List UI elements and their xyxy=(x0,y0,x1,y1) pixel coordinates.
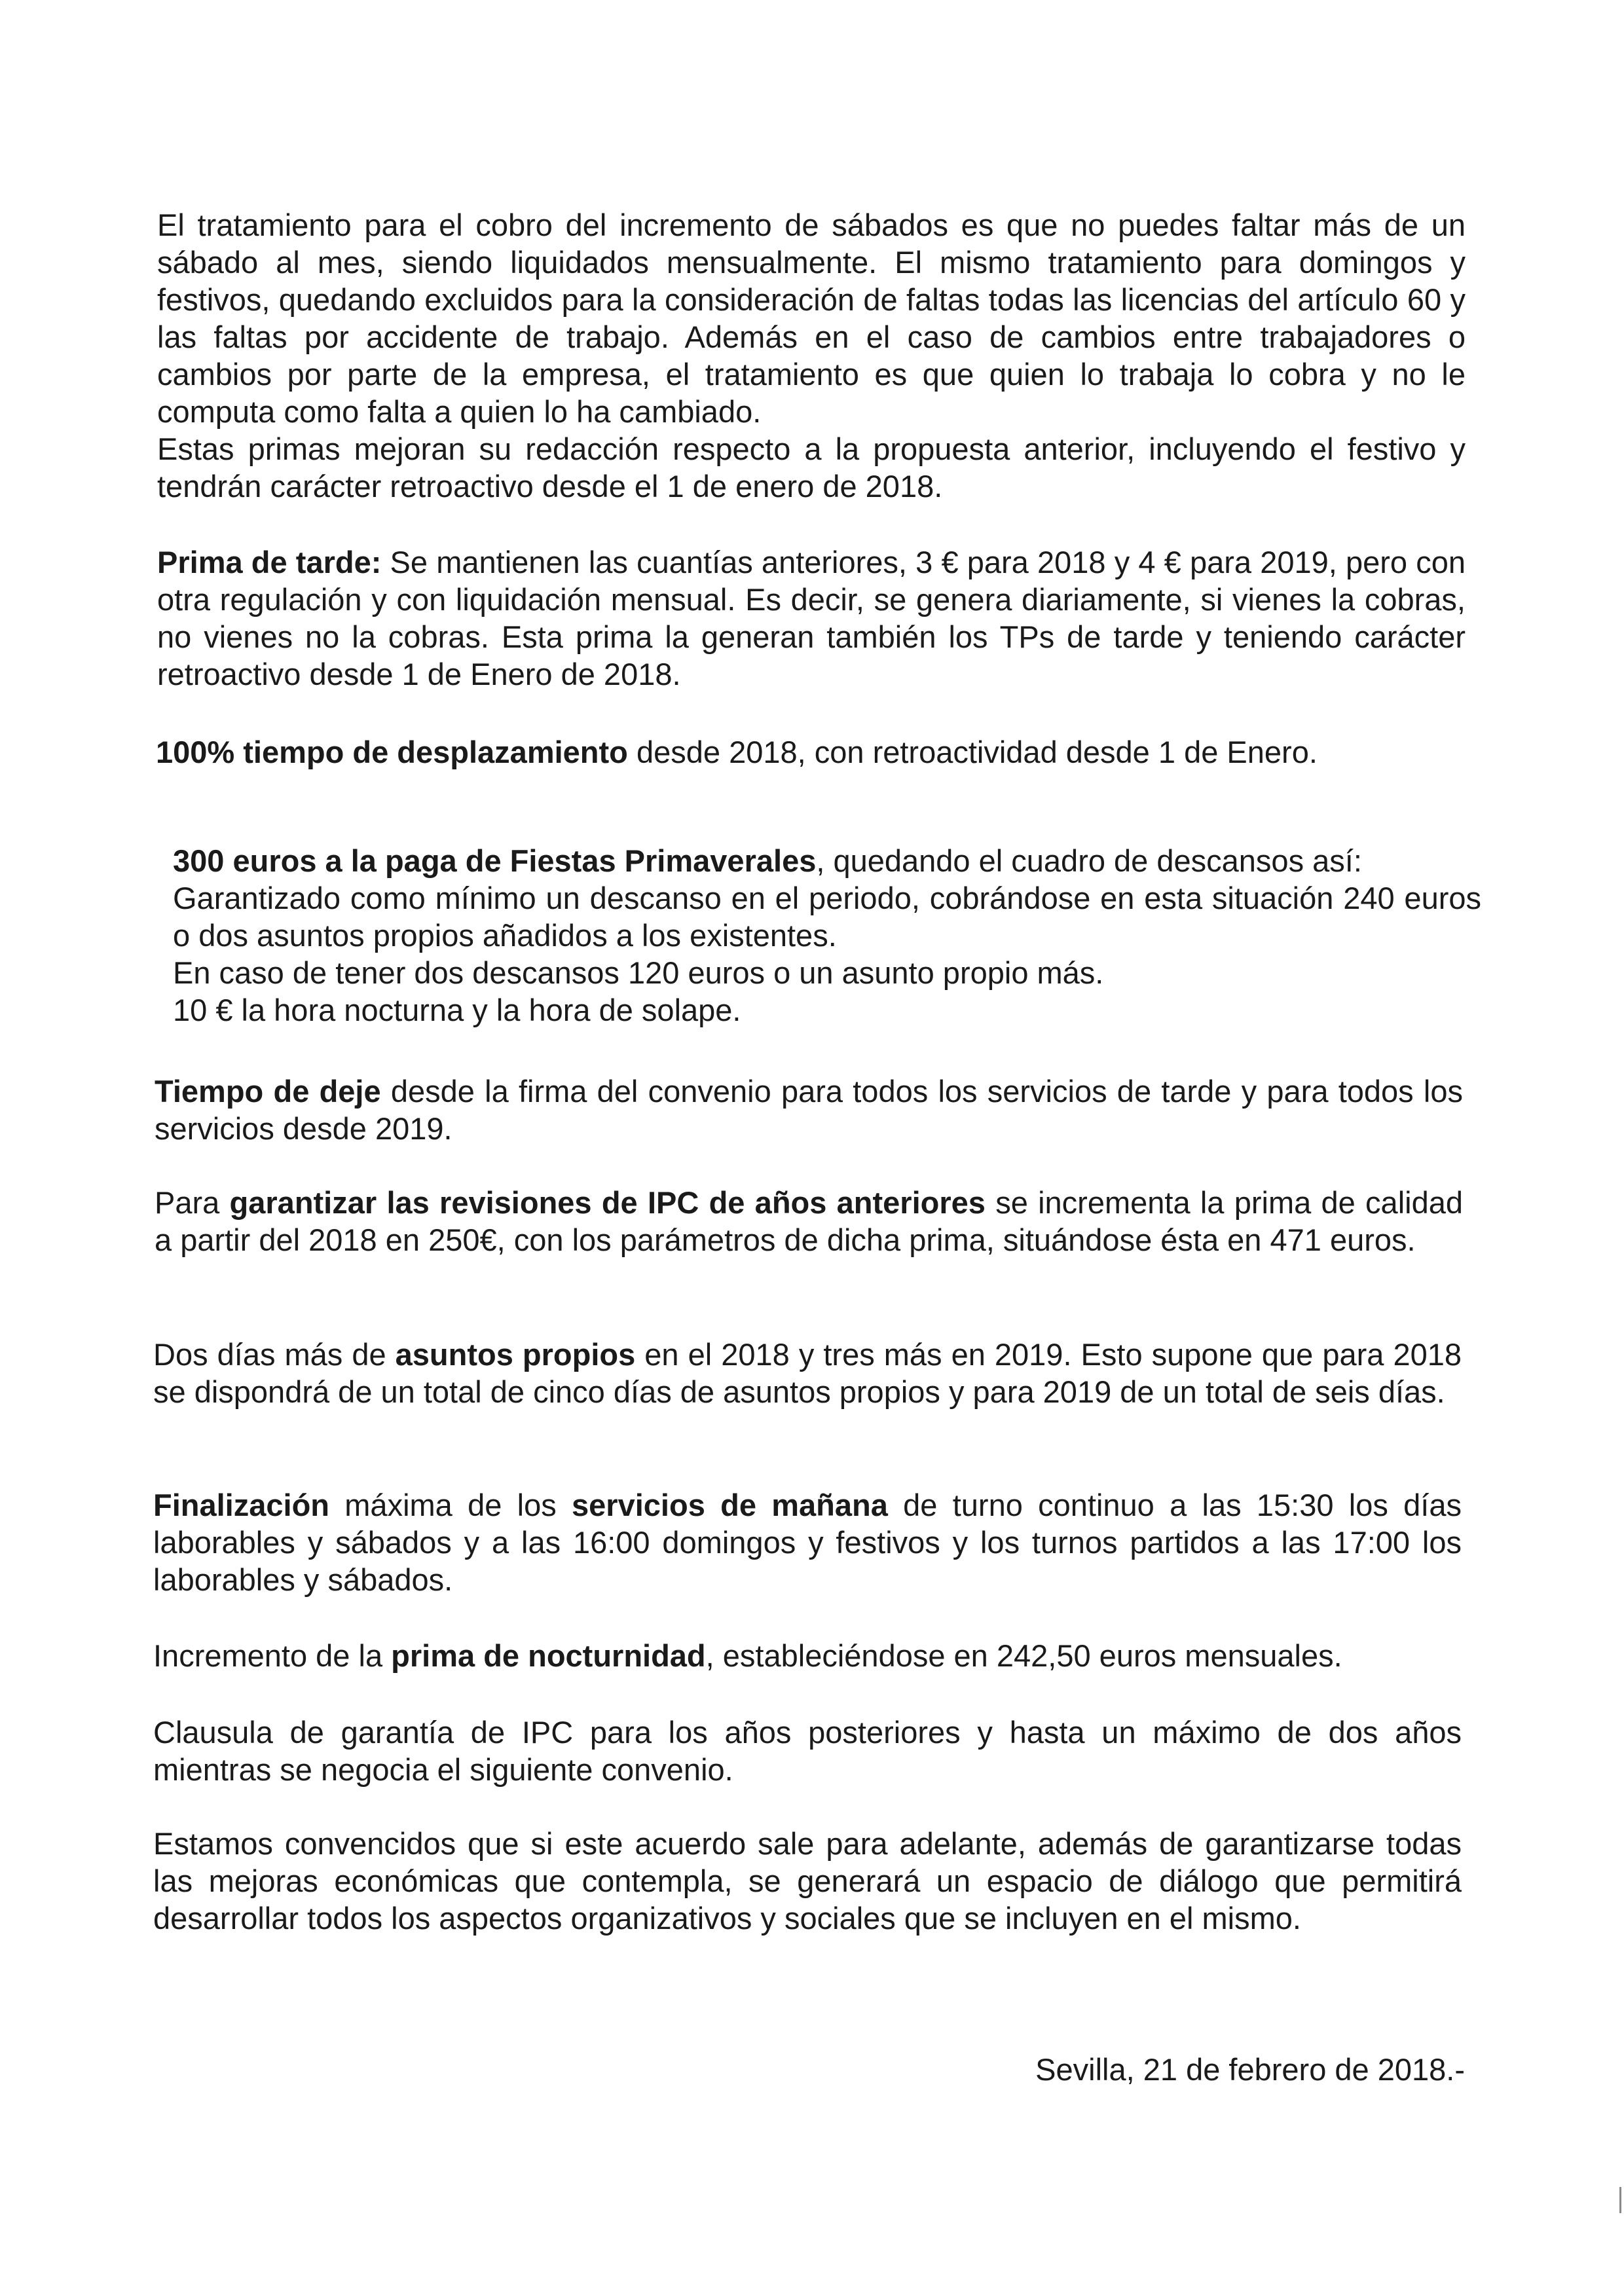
paragraph-conclusion xyxy=(153,1825,1462,1937)
paragraph-asuntos-propios xyxy=(153,1336,1462,1410)
paragraph-prefix: Incremento de la xyxy=(153,1638,392,1673)
paragraph-text: máxima de los xyxy=(329,1488,572,1522)
paragraph-text: Se mantienen las cuantías anteriores, 3 € para 2018 y 4 € para 2019, pero con otra regulación y con liquidación mensual. Es decir, se genera diariamente, si vienes la cobras, no vienes no la cobras. Esta prima la generan también los TPs de tarde y teniendo carácter retroactivo desde 1 de Enero de 2018. xyxy=(157,545,1466,691)
paragraph-line: En caso de tener dos descansos 120 euros o un asunto propio más. xyxy=(173,955,1104,990)
place-date-signature: Sevilla, 21 de febrero de 2018.- xyxy=(1035,2052,1465,2087)
paragraph-heading-secondary: servicios de mañana xyxy=(572,1488,888,1522)
paragraph-tiempo-de-deje xyxy=(155,1073,1463,1147)
paragraph-heading: garantizar las revisiones de IPC de años anteriores xyxy=(229,1185,986,1220)
paragraph-heading: 300 euros a la paga de Fiestas Primaverales xyxy=(173,843,817,878)
paragraph-prima-de-tarde xyxy=(157,543,1466,693)
paragraph-prefix: Para xyxy=(155,1185,230,1220)
paragraph-text: se incrementa la prima de calidad a partir del 2018 en 250€, con los parámetros de dicha prima, situándose ésta en 471 euros. xyxy=(155,1185,1463,1257)
paragraph-text: de turno continuo a las 15:30 los días laborables y sábados y a las 16:00 domingos y festivos y los turnos partidos a las 17:00 los laborables y sábados. xyxy=(153,1488,1462,1597)
paragraph-text: Clausula de garantía de IPC para los años posteriores y hasta un máximo de dos años mientras se negocia el siguiente convenio. xyxy=(153,1715,1462,1787)
paragraph-fiestas-primaverales xyxy=(173,842,1481,1029)
paragraph-text-continuation: Estas primas mejoran su redacción respecto a la propuesta anterior, incluyendo el festivo y tendrán carácter retroactivo desde el 1 de enero de 2018. xyxy=(157,431,1466,504)
paragraph-line: 10 € la hora nocturna y la hora de solape. xyxy=(173,993,741,1027)
paragraph-heading: Finalización xyxy=(153,1488,329,1522)
paragraph-heading: asuntos propios xyxy=(395,1337,636,1372)
paragraph-text: Estamos convencidos que si este acuerdo sale para adelante, además de garantizarse todas las mejoras económicas que contempla, se generará un espacio de diálogo que permitirá desarrollar todos los aspectos organizativos y sociales que se incluyen en el mismo. xyxy=(153,1826,1462,1936)
paragraph-line: Garantizado como mínimo un descanso en el periodo, cobrándose en esta situación 240 euros o dos asuntos propios añadidos a los existentes. xyxy=(173,881,1481,953)
paragraph-text: , estableciéndose en 242,50 euros mensuales. xyxy=(705,1638,1342,1673)
paragraph-heading: Tiempo de deje xyxy=(155,1074,381,1109)
paragraph-incremento-sabados xyxy=(157,206,1466,505)
paragraph-prefix: Dos días más de xyxy=(153,1337,396,1372)
paragraph-text: , quedando el cuadro de descansos así: xyxy=(816,843,1362,878)
paragraph-text: El tratamiento para el cobro del incremento de sábados es que no puedes faltar más de un sábado al mes, siendo liquidados mensualmente. El mismo tratamiento para domingos y festivos, quedando excluidos para la consideración de faltas todas las licencias del artículo 60 y las faltas por accidente de trabajo. Además en el caso de cambios entre trabajadores o cambios por parte de la empresa, el tratamiento es que quien lo trabaja lo cobra y no le computa como falta a quien lo ha cambiado. xyxy=(157,208,1466,429)
paragraph-tiempo-desplazamiento xyxy=(156,733,1464,771)
paragraph-text: desde la firma del convenio para todos los servicios de tarde y para todos los servicios desde 2019. xyxy=(155,1074,1463,1146)
scan-edge-mark xyxy=(1619,2187,1621,2213)
paragraph-heading: Prima de tarde: xyxy=(157,545,382,579)
paragraph-text: en el 2018 y tres más en 2019. Esto supone que para 2018 se dispondrá de un total de cinco días de asuntos propios y para 2019 de un total de seis días. xyxy=(153,1337,1462,1409)
paragraph-revisiones-ipc xyxy=(155,1184,1463,1258)
paragraph-finalizacion-servicios xyxy=(153,1486,1462,1598)
paragraph-heading: prima de nocturnidad xyxy=(391,1638,706,1673)
paragraph-heading: 100% tiempo de desplazamiento xyxy=(156,735,628,769)
paragraph-prima-nocturnidad xyxy=(153,1637,1462,1674)
paragraph-clausula-ipc xyxy=(153,1714,1462,1788)
paragraph-text: desde 2018, con retroactividad desde 1 de Enero. xyxy=(627,735,1318,769)
